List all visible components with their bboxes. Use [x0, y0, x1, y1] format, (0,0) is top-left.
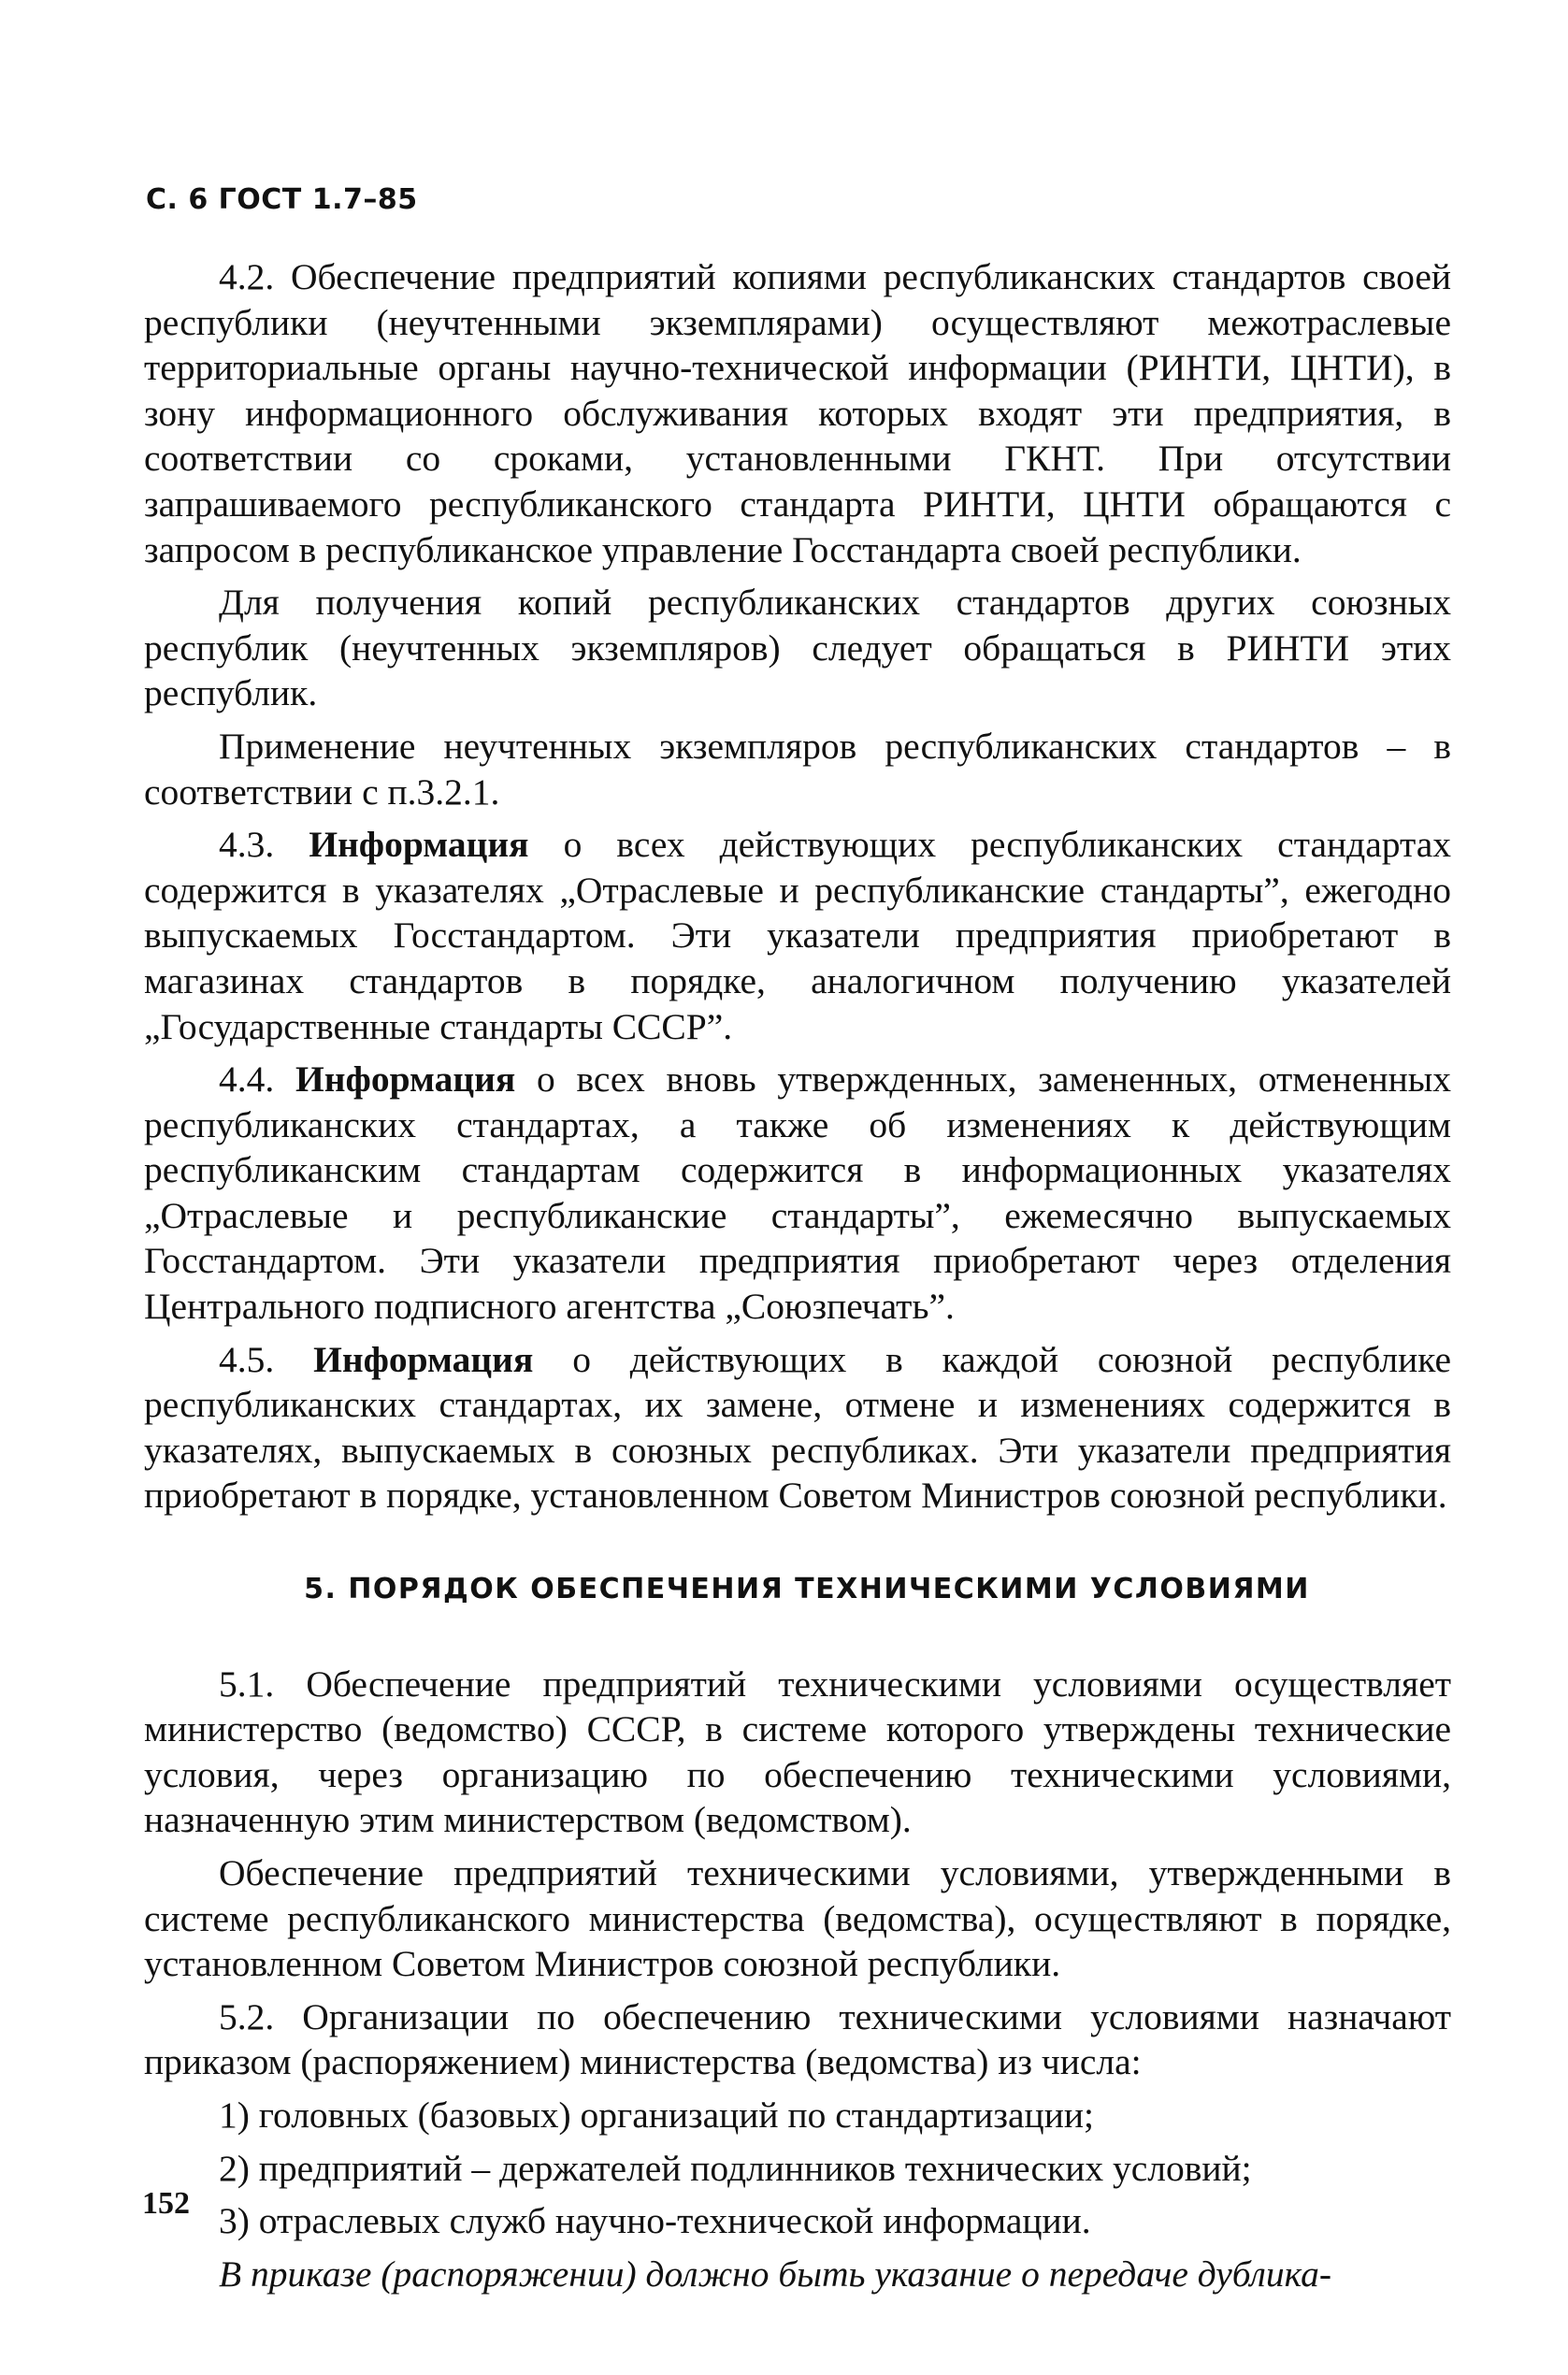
list-item: 2) предприятий – держателей подлинников технических условий;	[219, 2147, 1252, 2189]
page-header: С. 6 ГОСТ 1.7–85	[146, 183, 418, 216]
paragraph-4-2-copies: Для получения копий республиканских стандартов других союзных республик (неучтенных экземпляров) следует обращаться в РИНТИ этих республик.	[144, 582, 1451, 714]
clause-lead: Информация	[295, 1058, 516, 1101]
page-number: 152	[142, 2186, 190, 2221]
clause-number: 4.5.	[219, 1338, 275, 1380]
clause-lead: Информация	[309, 824, 529, 866]
list-item: 1) головных (базовых) организаций по стандартизации;	[219, 2094, 1094, 2136]
paragraph-4-4	[144, 1057, 1451, 1330]
clause-number: 4.3.	[219, 824, 275, 866]
paragraph-4-3	[144, 822, 1451, 1049]
paragraph-4-2: 4.2. Обеспечение предприятий копиями республиканских стандартов своей республики (неучтенными экземплярами) осуществляют межотраслевые территориальные органы научно-технической информации (РИНТИ, ЦНТИ), в зону информационного обслуживания которых входят эти предприятия, в соответствии со сроками, установленными ГКНТ. При отсутствии запрашиваемого республиканского стандарта РИНТИ, ЦНТИ обращаются с запросом в республиканское управление Госстандарта своей республики.	[144, 256, 1451, 570]
paragraph-4-2-application: Применение неучтенных экземпляров республиканских стандартов – в соответствии с п.3.2.1.	[144, 725, 1451, 813]
paragraph-4-5	[144, 1337, 1451, 1519]
clause-number: 4.4.	[219, 1058, 275, 1101]
clause-text: о действующих в каждой союзной республике республиканских стандартах, их замене, отмене и изменениях содержится в указателях, выпускаемых в союзных республиках. Эти указатели предприятия приобретают в порядке, установленном Советом Министров союзной республики.	[144, 1338, 1451, 1517]
section-5-heading: 5. ПОРЯДОК ОБЕСПЕЧЕНИЯ ТЕХНИЧЕСКИМИ УСЛОВИЯМИ	[304, 1573, 1310, 1606]
paragraph-5-1-republic: Обеспечение предприятий техническими условиями, утвержденными в системе республиканского министерства (ведомства), осуществляют в порядке, установленном Советом Министров союзной республики.	[144, 1852, 1451, 1985]
paragraph-5-1: 5.1. Обеспечение предприятий техническими условиями осуществляет министерство (ведомство) СССР, в системе которого утверждены технические условия, через организацию по обеспечению техническими условиями, назначенную этим министерством (ведомством).	[144, 1662, 1451, 1841]
list-item: 3) отраслевых служб научно-технической информации.	[219, 2200, 1091, 2242]
clause-text: о всех действующих республиканских стандартах содержится в указателях „Отраслевые и республиканские стандарты”, ежегодно выпускаемых Госстандартом. Эти указатели предприятия приобретают в магазинах стандартов в порядке, аналогичном получению указателей „Государственные стандарты СССР”.	[144, 824, 1452, 1047]
document-body	[144, 254, 1451, 2296]
paragraph-5-2: 5.2. Организации по обеспечению техническими условиями назначают приказом (распоряжением) министерства (ведомства) из числа:	[144, 1995, 1451, 2083]
paragraph-5-2-order: В приказе (распоряжении) должно быть указание о передаче дублика-	[219, 2253, 1331, 2295]
clause-lead: Информация	[313, 1338, 534, 1380]
clause-text: о всех вновь утвержденных, замененных, отмененных республиканских стандартах, а также об изменениях к действующим республиканским стандартам содержится в информационных указателях „Отраслевые и республиканские стандарты”, ежемесячно выпускаемых Госстандартом. Эти указатели предприятия приобретают через отделения Центрального подписного агентства „Союзпечать”.	[144, 1058, 1452, 1328]
